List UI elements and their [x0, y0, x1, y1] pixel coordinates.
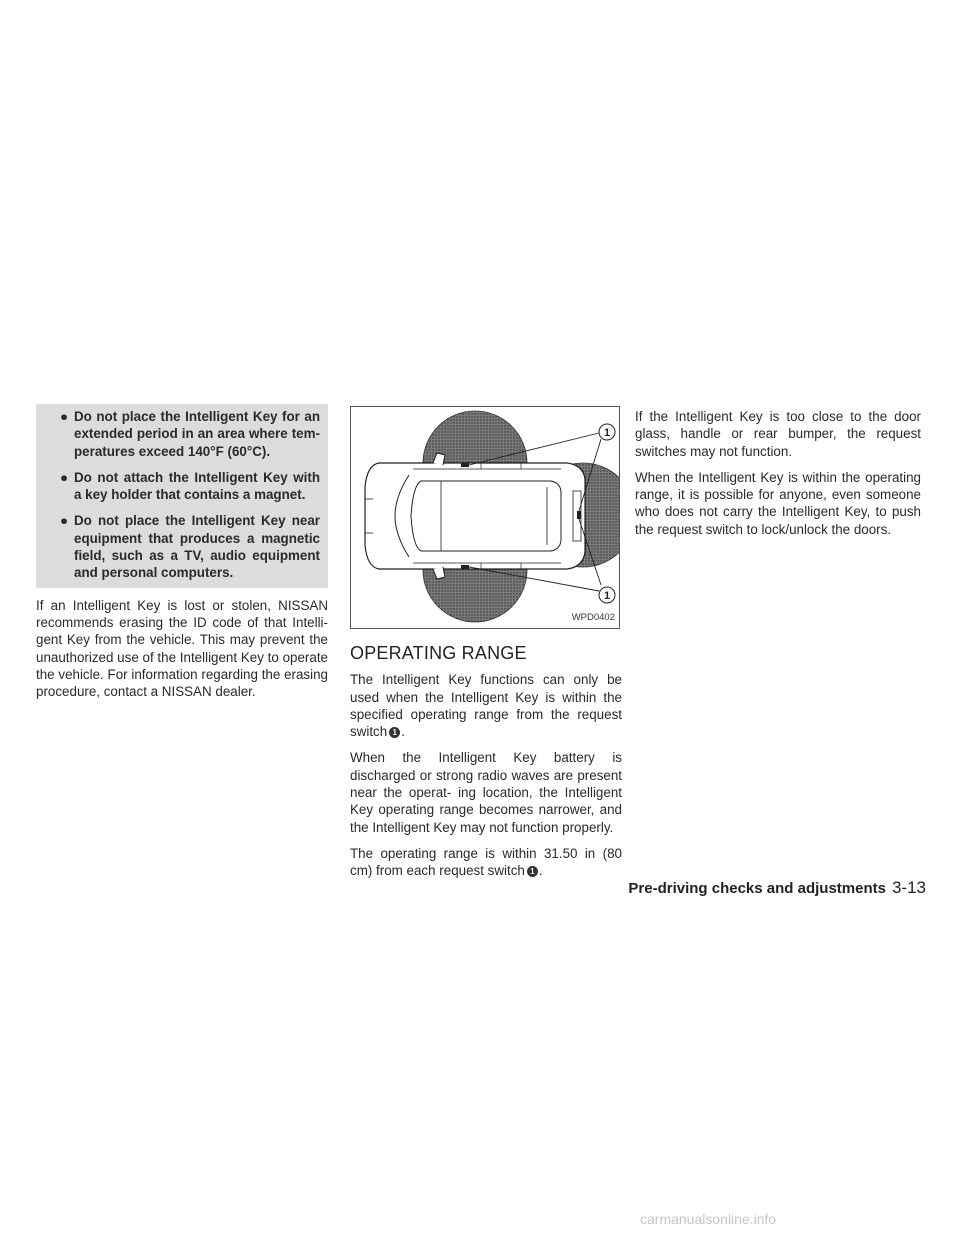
callout-1-bottom-label: 1 [603, 590, 611, 602]
range-paragraph-1 [350, 671, 622, 740]
range-paragraph-3-text: The operating range is within 31.50 in (80 cm) from each request switch [350, 845, 622, 879]
lost-key-paragraph: If an Intelligent Key is lost or stolen, NISSAN recommends erasing the ID code of that Intelli- gent Key from the vehicle. This may prevent the unauthorized use of the Intelligent Key to operate the vehicle. For information regarding the erasing procedure, contact a NISSAN dealer. [36, 597, 328, 700]
callout-marker: 1 [527, 866, 538, 877]
vehicle-diagram [351, 407, 620, 629]
bullet-icon: ● [60, 469, 69, 485]
request-switch-rear [461, 565, 469, 569]
request-switch-front [461, 463, 469, 467]
anyone-paragraph: When the Intelligent Key is within the operating range, it is possible for anyone, even someone who does not carry the Intelligent Key, to push the request switch to lock/unlock the doors. [635, 469, 921, 537]
range-paragraph-3 [350, 845, 622, 880]
middle-column [350, 404, 622, 889]
caution-item [42, 469, 320, 504]
vehicle-outline [365, 453, 585, 579]
caution-box [36, 404, 328, 588]
proximity-paragraph: If the Intelligent Key is too close to the door glass, handle or rear bumper, the request switches may not function. [635, 409, 921, 459]
range-paragraph-1-end: . [401, 724, 405, 740]
request-switch-hatch [577, 511, 581, 519]
page-number: 3-13 [891, 878, 926, 897]
range-paragraph-3-end: . [538, 863, 543, 879]
caution-text: Do not place the Intelligent Key for an extended period in an area where tem- peratures exceed 140°F (60°C). [74, 409, 320, 459]
figure-code: WPD0402 [571, 611, 615, 623]
watermark: carmanualsonline.info [640, 1211, 777, 1227]
range-paragraph-2: When the Intelligent Key battery is discharged or strong radio waves are present near the operat- ing location, the Intelligent Key operating range becomes narrower, and the Intelligent Key may not function properly. [350, 750, 622, 835]
range-paragraph-1-text: The Intelligent Key functions can only be used when the Intelligent Key is within the specified operating range from the request switch [350, 672, 622, 740]
operating-range-figure [350, 406, 620, 629]
caution-item [42, 408, 320, 460]
callout-marker: 1 [389, 727, 400, 738]
section-heading: OPERATING RANGE [350, 643, 527, 663]
left-column [36, 404, 328, 709]
page-footer [620, 878, 926, 898]
footer-section-title: Pre-driving checks and adjustments [628, 880, 886, 897]
caution-text: Do not place the Intelligent Key near equipment that produces a magnetic field, such as a TV, audio equipment and personal computers. [74, 513, 320, 581]
bullet-icon: ● [60, 513, 69, 529]
bullet-icon: ● [60, 409, 69, 424]
caution-item [42, 512, 320, 581]
caution-text: Do not attach the Intelligent Key with a key holder that contains a magnet. [74, 469, 320, 503]
callout-1-top-label: 1 [603, 427, 611, 439]
right-column [635, 408, 921, 547]
